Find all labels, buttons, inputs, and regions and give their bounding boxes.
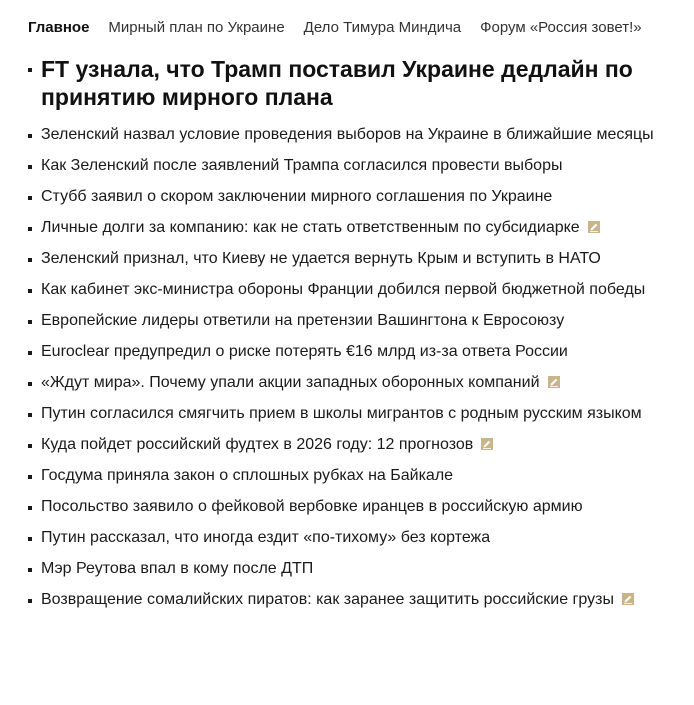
news-item-title: Куда пойдет российский фудтех в 2026 году: 12 прогнозов	[41, 436, 474, 453]
news-item-title: Путин согласился смягчить прием в школы мигрантов с родным русским языком	[41, 405, 642, 422]
bullet-marker	[28, 249, 41, 269]
nav-item-mindich-case[interactable]: Дело Тимура Миндича	[303, 19, 462, 36]
news-item-link[interactable]	[41, 373, 560, 393]
bullet-marker	[28, 466, 41, 486]
news-item	[28, 559, 658, 579]
news-item-link[interactable]	[41, 528, 490, 548]
news-item-link[interactable]	[41, 497, 583, 517]
news-item-link[interactable]	[41, 466, 453, 486]
news-item-link[interactable]	[41, 249, 601, 269]
news-item	[28, 249, 658, 269]
news-item	[28, 156, 658, 176]
bullet-marker	[28, 528, 41, 548]
news-item	[28, 590, 658, 610]
news-item-title: Как Зеленский после заявлений Трампа согласился провести выборы	[41, 157, 563, 174]
nav-item-peace-plan[interactable]: Мирный план по Украине	[108, 19, 285, 36]
pen-icon	[622, 593, 634, 605]
top-nav	[28, 19, 661, 36]
news-item-link[interactable]	[41, 156, 562, 176]
top-headline	[28, 55, 658, 111]
nav-item-main[interactable]: Главное	[28, 19, 90, 36]
news-item-title: Euroclear предупредил о риске потерять €16 млрд из-за ответа России	[41, 343, 568, 360]
news-item	[28, 218, 658, 238]
news-item	[28, 187, 658, 207]
news-item	[28, 435, 658, 455]
news-item-title: Госдума приняла закон о сплошных рубках на Байкале	[41, 467, 454, 484]
news-item-link[interactable]	[41, 218, 600, 238]
news-item-title: Зеленский назвал условие проведения выборов на Украине в ближайшие месяцы	[41, 126, 654, 143]
news-item	[28, 466, 658, 486]
news-item-link[interactable]	[41, 404, 642, 424]
news-item-title: Зеленский признал, что Киеву не удается вернуть Крым и вступить в НАТО	[41, 250, 601, 267]
news-item	[28, 125, 658, 145]
bullet-marker	[28, 125, 41, 145]
news-item-title: Как кабинет экс-министра обороны Франции добился первой бюджетной победы	[41, 281, 646, 298]
news-item	[28, 497, 658, 517]
news-item-link[interactable]	[41, 342, 568, 362]
bullet-marker	[28, 156, 41, 176]
headline-link[interactable]: FT узнала, что Трамп поставил Украине дедлайн по принятию мирного плана	[41, 56, 633, 110]
bullet-marker	[28, 218, 41, 238]
bullet-marker	[28, 311, 41, 331]
news-item-link[interactable]	[41, 559, 313, 579]
bullet-marker	[28, 342, 41, 362]
bullet-marker	[28, 590, 41, 610]
news-item	[28, 280, 658, 300]
bullet-marker	[28, 559, 41, 579]
bullet-marker	[28, 497, 41, 517]
news-item	[28, 528, 658, 548]
bullet-marker	[28, 280, 41, 300]
news-item-link[interactable]	[41, 311, 564, 331]
nav-item-russia-calls-forum[interactable]: Форум «Россия зовет!»	[480, 19, 642, 36]
news-item-title: Европейские лидеры ответили на претензии Вашингтона к Евросоюзу	[41, 312, 565, 329]
news-item-title: Личные долги за компанию: как не стать ответственным по субсидиарке	[41, 219, 580, 236]
news-item	[28, 311, 658, 331]
bullet-marker	[28, 404, 41, 424]
news-list	[28, 125, 658, 621]
news-item-link[interactable]	[41, 435, 493, 455]
news-item-title: Возвращение сомалийских пиратов: как заранее защитить российские грузы	[41, 591, 614, 608]
pen-icon	[481, 438, 493, 450]
bullet-marker	[28, 187, 41, 207]
news-item-title: «Ждут мира». Почему упали акции западных оборонных компаний	[41, 374, 540, 391]
bullet-marker	[28, 55, 41, 111]
news-item-link[interactable]	[41, 280, 645, 300]
news-item	[28, 342, 658, 362]
news-item-link[interactable]	[41, 590, 634, 610]
news-item-link[interactable]	[41, 125, 654, 145]
news-item-link[interactable]	[41, 187, 552, 207]
bullet-marker	[28, 373, 41, 393]
news-item	[28, 373, 658, 393]
pen-icon	[548, 376, 560, 388]
news-item-title: Стубб заявил о скором заключении мирного соглашения по Украине	[41, 188, 553, 205]
news-item	[28, 404, 658, 424]
pen-icon	[588, 221, 600, 233]
bullet-marker	[28, 435, 41, 455]
news-item-title: Мэр Реутова впал в кому после ДТП	[41, 560, 314, 577]
news-item-title: Посольство заявило о фейковой вербовке иранцев в российскую армию	[41, 498, 583, 515]
news-item-title: Путин рассказал, что иногда ездит «по-тихому» без кортежа	[41, 529, 491, 546]
